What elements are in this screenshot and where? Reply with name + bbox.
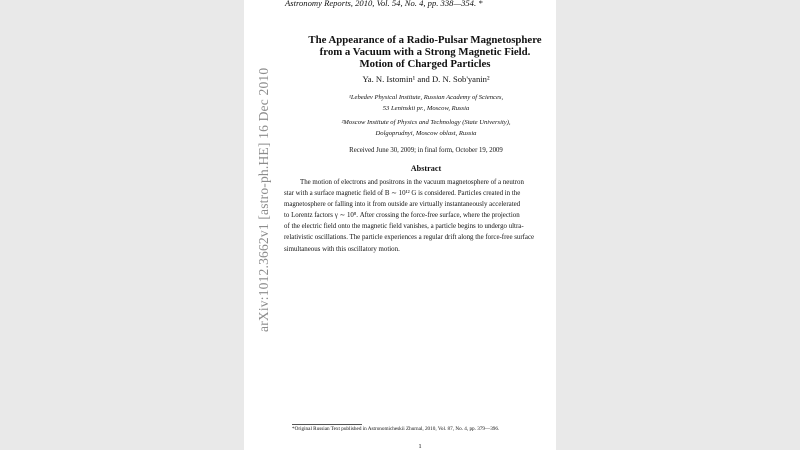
title-line: Motion of Charged Particles: [359, 58, 491, 70]
abstract-body: [284, 177, 556, 255]
title-line: The Appearance of a Radio-Pulsar Magnetosphere: [308, 34, 542, 46]
abstract-line: of the electric field onto the magnetic field vanishes, a particle begins to undergo ultra-: [284, 223, 524, 231]
footnote-rule: [292, 424, 362, 425]
affiliation-line: Dolgoprudnyi, Moscow oblast, Russia: [375, 130, 477, 137]
affiliation-2: [286, 117, 566, 139]
abstract-line: relativistic oscillations. The particle experiences a regular drift along the force-free surface: [284, 234, 535, 242]
title-line: from a Vacuum with a Strong Magnetic Field.: [319, 46, 531, 58]
affiliation-line: ¹Lebedev Physical Institute, Russian Academy of Sciences,: [348, 94, 504, 101]
arxiv-stamp: [240, 67, 271, 332]
abstract-line: The motion of electrons and positrons in the vacuum magnetosphere of a neutron: [300, 179, 524, 186]
abstract-line: star with a surface magnetic field of B ∼ 10¹² G is considered. Particles created in the: [284, 190, 521, 198]
affiliation-line: 53 Leninskii pr., Moscow, Russia: [382, 105, 470, 112]
affiliation-line: ²Moscow Institute of Physics and Technology (State University),: [341, 119, 511, 126]
abstract-heading: Abstract: [410, 164, 442, 173]
abstract-line: simultaneous with this oscillatory motion.: [284, 245, 400, 253]
journal-citation: Astronomy Reports, 2010, Vol. 54, No. 4, pp. 338—354. *: [285, 0, 483, 8]
page-number: 1: [418, 443, 422, 450]
affiliation-1: [286, 92, 566, 114]
authors: Ya. N. Istomin¹ and D. N. Sob'yanin²: [362, 74, 490, 84]
abstract-line: magnetosphere or falling into it from outside are virtually instantaneously accelerated: [284, 201, 521, 209]
arxiv-stamp-text: arXiv:1012.3662v1 [astro-ph.HE] 16 Dec 2010: [256, 67, 271, 332]
received-dates: Received June 30, 2009; in final form, October 19, 2009: [349, 147, 503, 154]
abstract-line: to Lorentz factors γ ∼ 10⁸. After crossing the force-free surface, where the projection: [284, 212, 520, 220]
footnote: *Original Russian Text published in Astronomicheskii Zhurnal, 2010, Vol. 87, No. 4, pp. 379—396.: [292, 426, 500, 432]
paper-title: [266, 34, 584, 70]
